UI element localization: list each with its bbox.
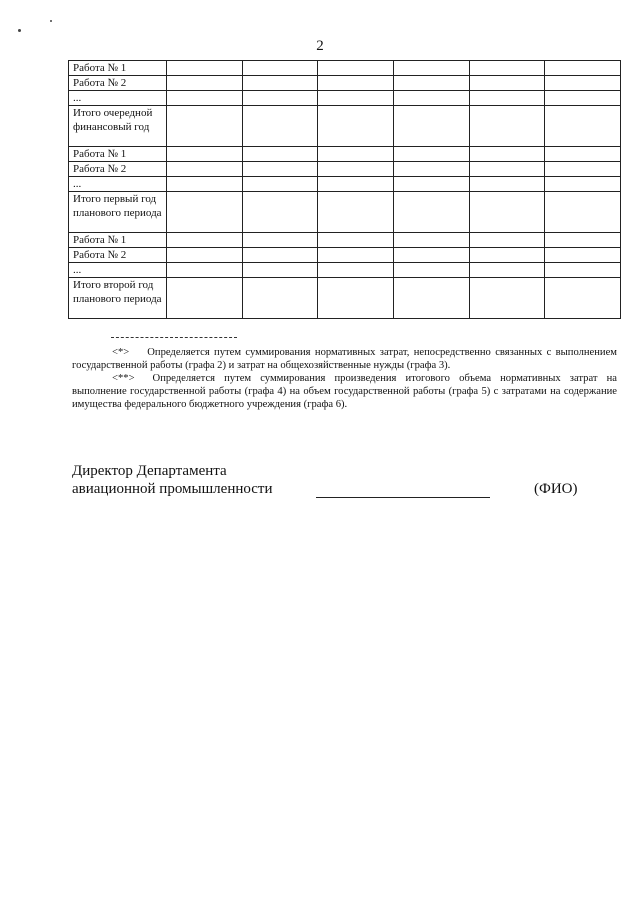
table-row — [69, 61, 621, 76]
value-cell — [545, 76, 621, 91]
value-cell — [167, 192, 243, 233]
value-cell — [242, 278, 318, 319]
value-cell — [242, 192, 318, 233]
value-cell — [167, 91, 243, 106]
row-label-cell: Работа № 2 — [69, 76, 167, 91]
signatory-title-line1: Директор Департамента — [72, 463, 227, 479]
value-cell — [469, 91, 545, 106]
signatory-title-line2: авиационной промышленности — [72, 481, 273, 497]
row-label-cell: Работа № 2 — [69, 162, 167, 177]
table-row — [69, 76, 621, 91]
value-cell — [469, 106, 545, 147]
value-cell — [469, 263, 545, 278]
value-cell — [545, 263, 621, 278]
value-cell — [242, 248, 318, 263]
value-cell — [393, 162, 469, 177]
value-cell — [167, 177, 243, 192]
table-row — [69, 162, 621, 177]
value-cell — [242, 147, 318, 162]
value-cell — [545, 177, 621, 192]
value-cell — [167, 263, 243, 278]
value-cell — [545, 162, 621, 177]
footnote-2 — [72, 372, 617, 411]
value-cell — [545, 278, 621, 319]
table-row — [69, 278, 621, 319]
value-cell — [318, 278, 394, 319]
value-cell — [318, 233, 394, 248]
value-cell — [545, 192, 621, 233]
value-cell — [318, 263, 394, 278]
value-cell — [393, 248, 469, 263]
value-cell — [469, 147, 545, 162]
value-cell — [393, 233, 469, 248]
signature-block — [72, 462, 592, 498]
value-cell — [393, 91, 469, 106]
value-cell — [318, 248, 394, 263]
value-cell — [242, 61, 318, 76]
table-row — [69, 192, 621, 233]
row-label-cell: Итого второй год планового периода — [69, 278, 167, 319]
value-cell — [469, 162, 545, 177]
value-cell — [393, 192, 469, 233]
table-row — [69, 91, 621, 106]
value-cell — [469, 278, 545, 319]
value-cell — [318, 61, 394, 76]
value-cell — [242, 106, 318, 147]
value-cell — [242, 177, 318, 192]
table-row — [69, 233, 621, 248]
row-label-cell: ... — [69, 263, 167, 278]
cost-table-body — [69, 61, 621, 319]
value-cell — [545, 91, 621, 106]
row-label-cell: ... — [69, 177, 167, 192]
value-cell — [469, 248, 545, 263]
value-cell — [469, 61, 545, 76]
table-row — [69, 248, 621, 263]
footnotes — [72, 346, 617, 411]
value-cell — [167, 147, 243, 162]
value-cell — [167, 76, 243, 91]
footnote-mark: <**> — [112, 373, 135, 384]
value-cell — [469, 76, 545, 91]
signature-line — [316, 497, 490, 498]
footnote-mark: <*> — [112, 347, 130, 358]
row-label-cell: Работа № 1 — [69, 147, 167, 162]
value-cell — [393, 177, 469, 192]
footnote-text: Определяется путем суммирования нормативных затрат, непосредственно связанных с выполнением государственной работы (графа 2) и затрат на общехозяйственные нужды (графа 3). — [72, 347, 617, 371]
value-cell — [167, 61, 243, 76]
value-cell — [393, 61, 469, 76]
value-cell — [242, 162, 318, 177]
value-cell — [242, 91, 318, 106]
value-cell — [167, 162, 243, 177]
scan-speck — [50, 20, 52, 22]
footnote-1 — [72, 346, 617, 372]
table-row — [69, 177, 621, 192]
value-cell — [545, 147, 621, 162]
table-row — [69, 147, 621, 162]
value-cell — [318, 106, 394, 147]
row-label-cell: Работа № 2 — [69, 248, 167, 263]
table-row — [69, 106, 621, 147]
value-cell — [167, 248, 243, 263]
value-cell — [545, 106, 621, 147]
cost-table — [68, 60, 621, 319]
value-cell — [167, 278, 243, 319]
value-cell — [167, 106, 243, 147]
scan-speck — [18, 29, 21, 32]
value-cell — [318, 162, 394, 177]
page-number: 2 — [316, 38, 324, 54]
value-cell — [242, 76, 318, 91]
value-cell — [242, 233, 318, 248]
value-cell — [469, 192, 545, 233]
row-label-cell: Итого первый год планового периода — [69, 192, 167, 233]
row-label-cell: ... — [69, 91, 167, 106]
value-cell — [242, 263, 318, 278]
row-label-cell: Работа № 1 — [69, 233, 167, 248]
value-cell — [167, 233, 243, 248]
value-cell — [393, 263, 469, 278]
value-cell — [469, 233, 545, 248]
signatory-name-placeholder: (ФИО) — [534, 481, 578, 497]
table-row — [69, 263, 621, 278]
value-cell — [318, 91, 394, 106]
value-cell — [393, 278, 469, 319]
row-label-cell: Итого очередной финансовый год — [69, 106, 167, 147]
value-cell — [318, 147, 394, 162]
value-cell — [318, 192, 394, 233]
footnote-separator — [111, 337, 237, 338]
value-cell — [545, 61, 621, 76]
value-cell — [318, 76, 394, 91]
value-cell — [393, 106, 469, 147]
row-label-cell: Работа № 1 — [69, 61, 167, 76]
value-cell — [318, 177, 394, 192]
value-cell — [469, 177, 545, 192]
value-cell — [545, 233, 621, 248]
value-cell — [545, 248, 621, 263]
footnote-text: Определяется путем суммирования произведения итогового объема нормативных затрат на выполнение государственной работы (графа 4) на объем государственной работы (графа 5) с затратами на содержание имущества федерального бюджетного учреждения (графа 6). — [72, 373, 617, 410]
value-cell — [393, 76, 469, 91]
value-cell — [393, 147, 469, 162]
